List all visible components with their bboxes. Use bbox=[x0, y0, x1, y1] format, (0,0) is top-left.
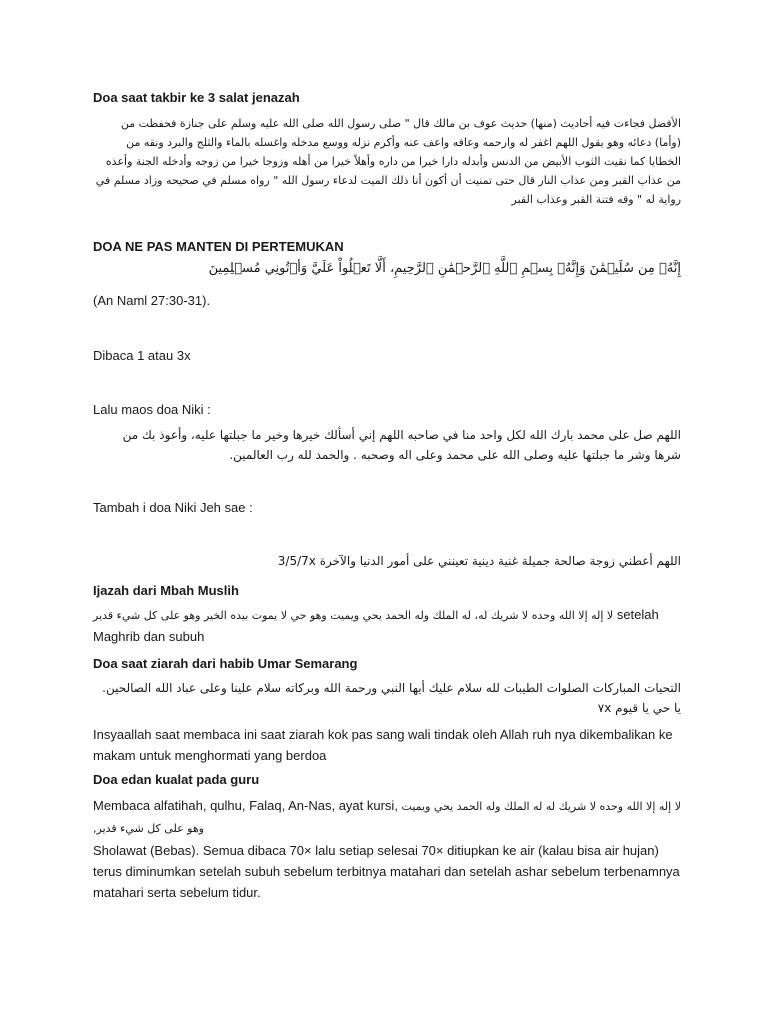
ziarah-note: Insyaallah saat membaca ini saat ziarah kok pas sang wali tindak oleh Allah ruh nya dikembalikan ke makam untuk menghormati yang berdoa bbox=[93, 727, 673, 763]
arabic-tahlil: لا إله إلا الله وحده لا شريك له، له الملك وله الحمد يحي ويميت وهو حي لا يموت بيده الخير وهو على كل شيء قدير bbox=[93, 609, 614, 622]
arabic-tahlil-kualat: لا إله إلا الله وحده لا شريك له له الملك وله الحمد يحي ويميت وهو على كل شيء قدير, bbox=[93, 800, 681, 835]
arabic-quran-verse: إِنَّهُۥ مِن سُلَيۡمَٰنَ وَإِنَّهُۥ بِسۡمِ ٱللَّهِ ٱلرَّحۡمَٰنِ ٱلرَّحِيمِ، أَلَّا تَعۡلُواْ عَلَيَّ وَأۡتُونِي مُسۡلِمِينَ bbox=[208, 261, 681, 276]
arabic-tahiyyat: التحيات المباركات الصلوات الطيبات لله سلام عليك أيها النبي ورحمة الله وبركاته سلام علينا وعلى عباد الله الصالحين. يا حي يا قيوم ٧x bbox=[102, 681, 681, 715]
section-title-ziarah: Doa saat ziarah dari habib Umar Semarang bbox=[93, 656, 358, 671]
section-title-manten: DOA NE PAS MANTEN DI PERTEMUKAN bbox=[93, 239, 344, 254]
verse-reference: (An Naml 27:30-31). bbox=[93, 293, 211, 308]
ijazah-time-note: setelah Maghrib dan subuh bbox=[93, 607, 659, 644]
section-title-kualat: Doa edan kualat pada guru bbox=[93, 772, 260, 787]
recitation-count: Dibaca 1 atau 3x bbox=[93, 348, 191, 363]
sholawat-instructions: Sholawat (Bebas). Semua dibaca 70× lalu setiap selesai 70× ditiupkan ke air (kalau bisa air hujan) terus diminumkan setelah subuh sebelum terbitnya matahari dan setelah ashar sebelum terbenamnya matahari serta sebelum tidur. bbox=[93, 843, 680, 900]
kualat-surah-list: Membaca alfatihah, qulhu, Falaq, An-Nas, ayat kursi, bbox=[93, 798, 402, 813]
section-title-takbir: Doa saat takbir ke 3 salat jenazah bbox=[93, 90, 300, 105]
section-intro-tambah: Tambah i doa Niki Jeh sae : bbox=[93, 500, 253, 515]
section-intro-doa-niki: Lalu maos doa Niki : bbox=[93, 402, 211, 417]
ijazah-text bbox=[93, 604, 681, 647]
arabic-doa-niki: اللهم صل على محمد بارك الله لكل واحد منا في صاحبه اللهم إني أسألك خيرها وخير ما جبلتها عليه، وأعوذ بك من شرها وشر ما جبلتها عليه وصلى الله على محمد وعلى اله وصحبه . والحمد لله رب العالمين. bbox=[122, 428, 681, 462]
arabic-doa-zaujah: اللهم أعطني زوجة صالحة جميلة غنية دينية تعينني على أمور الدنيا والآخرة 3/5/7x bbox=[277, 554, 681, 568]
kualat-text bbox=[93, 795, 681, 839]
arabic-doa-jenazah: الأفضل فجاءت فيه أحاديث (منها) حديث عوف بن مالك قال " صلى رسول الله صلى الله عليه وسلم على جنازة فحفظت من (وأما) دعائه وهو يقول اللهم اغفر له وارحمه وعافه واعف عنه وأكرم نزله ووسع مدخله واغسله بالماء والثلج والبرد ونقه من الخطايا كما نقيت الثوب الأبيض من الدنس وأبدله دارا خيرا من داره وأهلاً خيرا من أهله وزوجا خيرا من زوجه وأدخله الجنة وأعذه من عذاب القبر ومن عذاب النار قال حتى تمنيت أن أكون أنا ذلك الميت لدعاء رسول الله " رواه مسلم في صحيحه وزاد مسلم في رواية له " وقه فتنة القبر وعذاب القبر bbox=[95, 117, 681, 206]
section-title-ijazah: Ijazah dari Mbah Muslih bbox=[93, 583, 239, 598]
